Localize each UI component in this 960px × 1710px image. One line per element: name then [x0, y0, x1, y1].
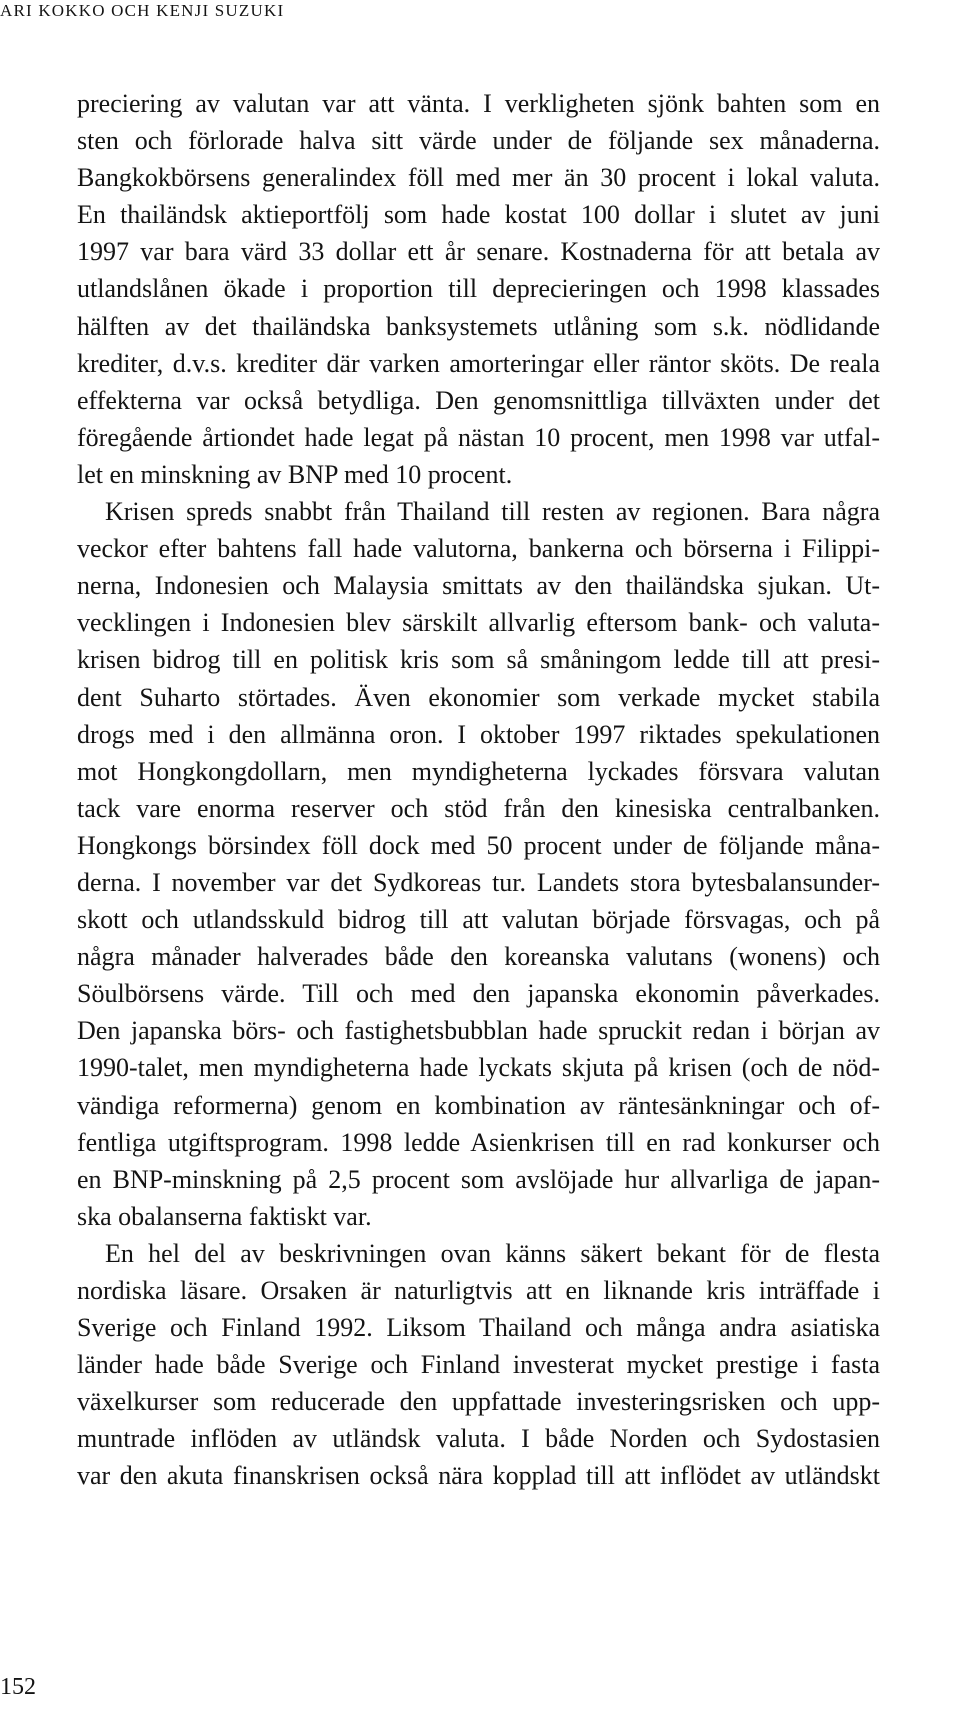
text-line: tack vare enorma reserver och stöd från den kinesiska centralbanken.: [77, 793, 880, 823]
text-line: krisen bidrog till en politisk kris som så småningom ledde till att presi-: [77, 645, 880, 675]
text-line: Krisen spreds snabbt från Thailand till resten av regionen. Bara några: [105, 497, 880, 527]
text-line: föregående årtiondet hade legat på nästan 10 procent, men 1998 var utfal-: [77, 422, 880, 452]
text-line: var den akuta finanskrisen också nära kopplad till att inflödet av utländskt: [77, 1461, 880, 1491]
text-line: vecklingen i Indonesien blev särskilt allvarlig eftersom bank- och valuta-: [77, 608, 880, 638]
text-line: krediter, d.v.s. krediter där varken amorteringar eller räntor sköts. De reala: [77, 348, 880, 378]
text-line: några månader halverades både den koreanska valutans (wonens) och: [77, 942, 880, 972]
text-line: nerna, Indonesien och Malaysia smittats av den thailändska sjukan. Ut-: [77, 571, 880, 601]
text-line: let en minskning av BNP med 10 procent.: [77, 459, 513, 489]
text-line: drogs med i den allmänna oron. I oktober 1997 riktades spekulationen: [77, 719, 880, 749]
text-line: länder hade både Sverige och Finland investerat mycket prestige i fasta: [77, 1350, 880, 1380]
text-line: utlandslånen ökade i proportion till deprecieringen och 1998 klassades: [77, 274, 880, 304]
text-line: effekterna var också betydliga. Den genomsnittliga tillväxten under det: [77, 385, 880, 415]
text-line: Hongkongs börsindex föll dock med 50 procent under de följande måna-: [77, 830, 880, 860]
text-line: ska obalanserna faktiskt var.: [77, 1201, 372, 1231]
text-line: En hel del av beskrivningen ovan känns säkert bekant för de flesta: [105, 1238, 880, 1268]
text-line: Sverige och Finland 1992. Liksom Thailand och många andra asiatiska: [77, 1313, 880, 1343]
text-line: dent Suharto störtades. Även ekonomier som verkade mycket stabila: [77, 682, 880, 712]
text-line: en BNP-minskning på 2,5 procent som avslöjade hur allvarliga de japan-: [77, 1164, 880, 1194]
text-line: fentliga utgiftsprogram. 1998 ledde Asienkrisen till en rad konkurser och: [77, 1127, 880, 1157]
text-line: växelkurser som reducerade den uppfattade investeringsrisken och upp-: [77, 1387, 880, 1417]
text-line: hälften av det thailändska banksystemets utlåning som s.k. nödlidande: [77, 311, 880, 341]
text-line: mot Hongkongdollarn, men myndigheterna lyckades försvara valutan: [77, 756, 880, 786]
text-line: nordiska läsare. Orsaken är naturligtvis att en liknande kris inträffade i: [77, 1276, 880, 1305]
text-line: sten och förlorade halva sitt värde under de följande sex månaderna.: [77, 126, 880, 156]
text-line: vändiga reformerna) genom en kombination av räntesänkningar och of-: [77, 1090, 880, 1120]
running-head: ARI KOKKO OCH KENJI SUZUKI: [0, 1, 285, 20]
text-line: Söulbörsens värde. Till och med den japanska ekonomin påverkades.: [77, 979, 880, 1009]
text-line: En thailändsk aktieportfölj som hade kostat 100 dollar i slutet av juni: [77, 200, 880, 230]
text-line: muntrade inflöden av utländsk valuta. I både Norden och Sydostasien: [77, 1424, 880, 1454]
page-number: 152: [0, 1674, 36, 1700]
text-line: Bangkokbörsens generalindex föll med mer än 30 procent i lokal valuta.: [77, 163, 880, 193]
body-text: [77, 85, 880, 1495]
text-line: Den japanska börs- och fastighetsbubblan hade spruckit redan i början av: [77, 1016, 880, 1046]
text-line: 1990-talet, men myndigheterna hade lyckats skjuta på krisen (och de nöd-: [77, 1053, 880, 1083]
text-line: derna. I november var det Sydkoreas tur. Landets stora bytesbalansunder-: [77, 867, 880, 897]
text-line: preciering av valutan var att vänta. I verkligheten sjönk bahten som en: [77, 89, 880, 118]
text-line: skott och utlandsskuld bidrog till att valutan började försvagas, och på: [77, 905, 880, 935]
text-line: 1997 var bara värd 33 dollar ett år senare. Kostnaderna för att betala av: [77, 237, 880, 267]
text-line: veckor efter bahtens fall hade valutorna, bankerna och börserna i Filippi-: [77, 534, 880, 564]
